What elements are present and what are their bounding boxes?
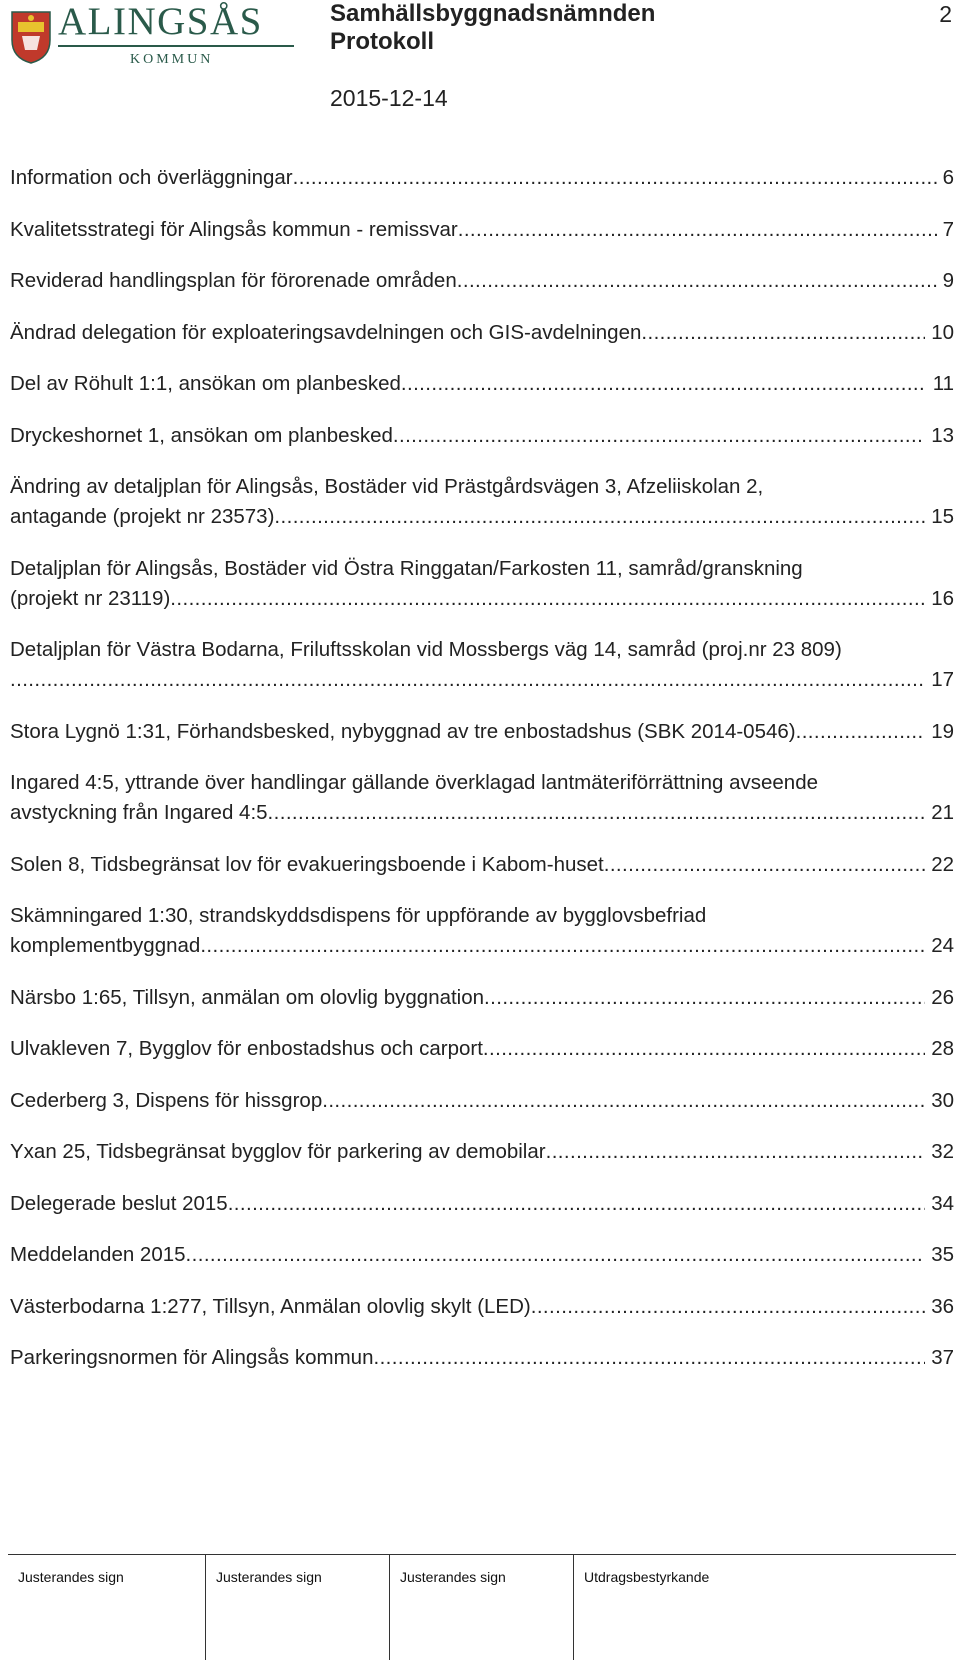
toc-dot-leader: [186, 1240, 926, 1270]
toc-dot-leader: [322, 1086, 925, 1116]
toc-page-number: 9: [942, 269, 954, 292]
toc-entry-title: Ulvakleven 7, Bygglov för enbostadshus och carport: [10, 1037, 483, 1060]
footer-cell-justerandes-3: Justerandes sign: [389, 1555, 573, 1660]
toc-page-number: 24: [931, 934, 954, 957]
toc-page-number: 10: [931, 320, 954, 344]
toc-page-number: 15: [931, 505, 954, 528]
toc-entry-title: Västerbodarna 1:277, Tillsyn, Anmälan olovlig skylt (LED): [10, 1294, 531, 1318]
toc-page-number: 21: [931, 801, 954, 824]
toc-dot-leader: [393, 421, 925, 451]
toc-entry[interactable]: [10, 369, 954, 399]
toc-page-number: 28: [931, 1037, 954, 1060]
toc-dot-leader: [483, 1034, 925, 1064]
logo-wordmark: ALINGSÅS: [58, 0, 263, 43]
footer-cell-utdragsbestyrkande: Utdragsbestyrkande: [573, 1555, 956, 1660]
toc-entry-title: Meddelanden 2015: [10, 1243, 186, 1266]
toc-entry-title: Solen 8, Tidsbegränsat lov för evakueringsboende i Kabom-huset: [10, 852, 604, 876]
toc-entry[interactable]: [10, 850, 954, 880]
toc-entry[interactable]: [10, 554, 954, 614]
toc-page-number: 36: [931, 1294, 954, 1318]
toc-entry[interactable]: [10, 635, 954, 695]
page-number: 2: [939, 1, 952, 27]
toc-page-number: 34: [931, 1191, 954, 1215]
toc-dot-leader: [274, 502, 925, 532]
toc-page-number: 26: [931, 985, 954, 1009]
toc-entry-title: Del av Röhult 1:1, ansökan om planbesked: [10, 372, 401, 395]
footer-cell-justerandes-2: Justerandes sign: [205, 1555, 389, 1660]
toc-entry-title: Reviderad handlingsplan för förorenade områden: [10, 269, 457, 292]
toc-entry-title: (projekt nr 23119): [10, 586, 171, 610]
toc-entry[interactable]: [10, 1343, 954, 1373]
toc-entry[interactable]: [10, 1086, 954, 1116]
toc-entry[interactable]: [10, 472, 954, 532]
toc-dot-leader: [268, 798, 926, 828]
toc-entry-title: Information och överläggningar: [10, 166, 293, 189]
toc-entry[interactable]: [10, 1240, 954, 1270]
toc-entry[interactable]: [10, 1137, 954, 1167]
toc-entry-title: Ingared 4:5, yttrande över handlingar gällande överklagad lantmäteriförrättning avseende: [10, 771, 818, 794]
toc-dot-leader: [796, 717, 926, 747]
signature-footer: [8, 1554, 956, 1660]
toc-entry-title: Ändring av detaljplan för Alingsås, Bostäder vid Prästgårdsvägen 3, Afzeliiskolan 2,: [10, 475, 764, 498]
toc-entry-title: Skämningared 1:30, strandskyddsdispens för uppförande av bygglovsbefriad: [10, 904, 707, 927]
toc-entry[interactable]: [10, 215, 954, 245]
toc-entry[interactable]: [10, 266, 954, 296]
table-of-contents: [10, 163, 954, 1395]
toc-page-number: 19: [931, 719, 954, 743]
toc-entry[interactable]: [10, 318, 954, 348]
toc-dot-leader: [484, 983, 925, 1013]
toc-dot-leader: [531, 1292, 925, 1322]
toc-page-number: 13: [931, 423, 954, 447]
toc-dot-leader: [10, 665, 925, 695]
coat-of-arms-icon: [10, 10, 52, 64]
toc-entry[interactable]: [10, 717, 954, 747]
toc-entry-title: Närsbo 1:65, Tillsyn, anmälan om olovlig byggnation: [10, 985, 485, 1009]
toc-entry[interactable]: [10, 1292, 954, 1322]
toc-page-number: 22: [931, 852, 954, 876]
toc-dot-leader: [228, 1189, 925, 1219]
toc-entry-title: Yxan 25, Tidsbegränsat bygglov för parkering av demobilar: [10, 1140, 546, 1163]
toc-entry[interactable]: [10, 421, 954, 451]
toc-entry-title: antagande (projekt nr 23573): [10, 505, 275, 528]
toc-dot-leader: [604, 850, 925, 880]
toc-entry[interactable]: [10, 901, 954, 961]
toc-entry-title: Detaljplan för Alingsås, Bostäder vid Östra Ringgatan/Farkosten 11, samråd/granskning: [10, 556, 803, 580]
document-date: 2015-12-14: [330, 85, 448, 111]
toc-page-number: 30: [931, 1088, 954, 1112]
toc-dot-leader: [401, 369, 927, 399]
logo-subtitle: KOMMUN: [130, 52, 214, 67]
toc-dot-leader: [546, 1137, 926, 1167]
toc-page-number: 32: [931, 1140, 954, 1163]
footer-cell-justerandes-1: Justerandes sign: [18, 1569, 124, 1585]
toc-dot-leader: [373, 1343, 925, 1373]
toc-entry-title: Ändrad delegation för exploateringsavdelningen och GIS-avdelningen: [10, 320, 642, 344]
toc-entry[interactable]: [10, 983, 954, 1013]
toc-page-number: 11: [932, 372, 954, 395]
toc-page-number: 37: [931, 1346, 954, 1369]
toc-entry-title: Kvalitetsstrategi för Alingsås kommun - remissvar: [10, 217, 458, 241]
toc-dot-leader: [641, 318, 925, 348]
toc-page-number: 35: [931, 1243, 954, 1266]
municipality-logo: [10, 0, 290, 68]
toc-page-number: 7: [942, 217, 954, 241]
toc-entry-title: Delegerade beslut 2015: [10, 1191, 228, 1215]
toc-dot-leader: [458, 215, 937, 245]
toc-page-number: 6: [942, 166, 954, 189]
toc-dot-leader: [170, 584, 925, 614]
toc-page-number: 16: [931, 586, 954, 610]
toc-dot-leader: [200, 931, 925, 961]
toc-entry[interactable]: [10, 1189, 954, 1219]
toc-entry[interactable]: [10, 1034, 954, 1064]
toc-entry-title: komplementbyggnad: [10, 934, 201, 957]
toc-dot-leader: [293, 163, 937, 193]
toc-entry[interactable]: [10, 163, 954, 193]
logo-rule: [58, 45, 294, 47]
toc-entry-title: Dryckeshornet 1, ansökan om planbesked: [10, 423, 393, 447]
toc-entry-title: Detaljplan för Västra Bodarna, Friluftsskolan vid Mossbergs väg 14, samråd (proj.nr 23 809): [10, 638, 842, 661]
toc-entry-title: Cederberg 3, Dispens för hissgrop: [10, 1088, 323, 1112]
toc-entry-title: Parkeringsnormen för Alingsås kommun: [10, 1346, 374, 1369]
toc-entry[interactable]: [10, 768, 954, 828]
toc-dot-leader: [457, 266, 937, 296]
document-type: Protokoll: [330, 28, 435, 55]
document-title: Samhällsbyggnadsnämnden: [330, 0, 656, 27]
toc-entry-title: Stora Lygnö 1:31, Förhandsbesked, nybyggnad av tre enbostadshus (SBK 2014-0546): [10, 719, 796, 743]
toc-entry-title: avstyckning från Ingared 4:5: [10, 801, 268, 824]
toc-page-number: 17: [931, 668, 954, 691]
